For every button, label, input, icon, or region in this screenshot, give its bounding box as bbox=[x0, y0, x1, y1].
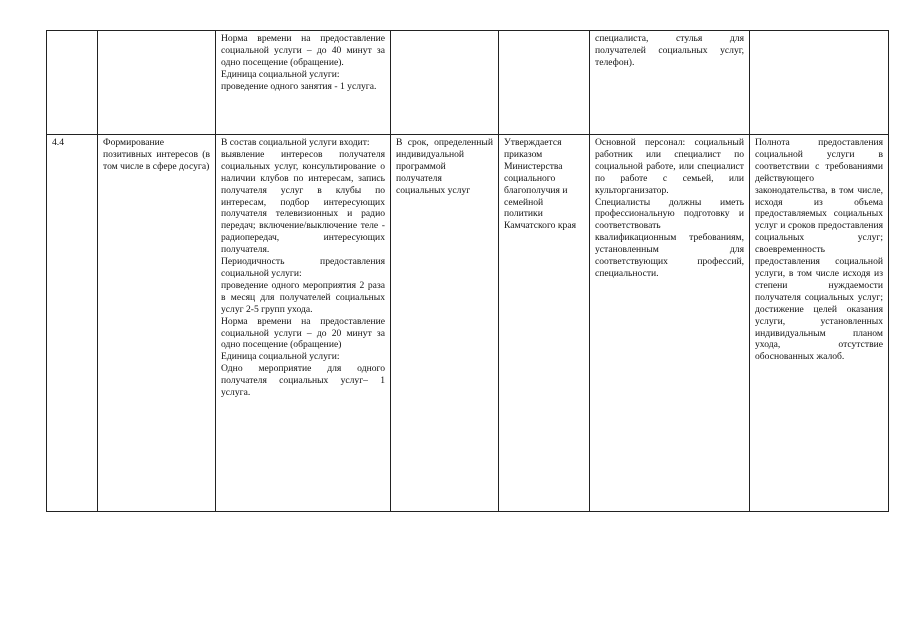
cell-paragraph: Одно мероприятие для одного получателя социальных услуг– 1 услуга. bbox=[221, 363, 385, 399]
cell-standard bbox=[499, 135, 590, 512]
table-row bbox=[47, 31, 889, 135]
cell-paragraph: Норма времени на предоставление социальной услуги – до 20 минут за одно посещение (обращение) bbox=[221, 315, 385, 351]
cell-conditions bbox=[590, 31, 750, 135]
cell-paragraph: проведение одного мероприятия 2 раза в месяц для получателей социальных услуг 2-5 групп ухода. bbox=[221, 279, 385, 315]
cell-paragraph: Полнота предоставления социальной услуги в соответствии с требованиями действующего законодательства, в том числе, исходя из объема предоставляемых социальных услуг и сроков предоставления социальных услуг; своевременность предоставления социальной услуги, в том числе исходя из степени нуждаемости получателя социальных услуг; достижение целей оказания услуги, установленных индивидуальным планом ухода, отсутствие обоснованных жалоб. bbox=[755, 137, 883, 363]
cell-paragraph: Утверждается приказом Министерства социального благополучия и семейной политики Камчатского края bbox=[504, 137, 576, 232]
cell-service-content bbox=[216, 31, 391, 135]
cell-term bbox=[391, 135, 499, 512]
cell-number: 4.4 bbox=[47, 135, 98, 512]
cell-service-name bbox=[98, 31, 216, 135]
cell-service-content bbox=[216, 135, 391, 512]
cell-paragraph: Единица социальной услуги: bbox=[221, 68, 340, 80]
cell-indicators bbox=[750, 31, 889, 135]
cell-paragraph: Основной персонал: социальный работник или специалист по социальной работе, или специалист по работе с семьей, или культорганизатор. bbox=[595, 137, 744, 196]
cell-paragraph: Единица социальной услуги: bbox=[221, 351, 340, 363]
cell-paragraph: Формирование позитивных интересов (в том числе в сфере досуга) bbox=[103, 137, 210, 172]
cell-paragraph: Специалисты должны иметь профессиональную подготовку и соответствовать квалификационным требованиям, установленным для соответствующих профессий, специальности. bbox=[595, 196, 744, 279]
cell-service-name bbox=[98, 135, 216, 512]
cell-indicators bbox=[750, 135, 889, 512]
cell-term bbox=[391, 31, 499, 135]
cell-paragraph: В состав социальной услуги входит: bbox=[221, 137, 370, 148]
cell-paragraph: проведение одного занятия - 1 услуга. bbox=[221, 80, 377, 92]
cell-conditions bbox=[590, 135, 750, 512]
cell-paragraph: выявление интересов получателя социальных услуг, консультирование о наличии клубов по интересам, запись получателя услуг в клубы по интересам, подбор интересующих получателя телевизионных и радио передач; включение/выключение теле - радиопередач, интересующих получателя. bbox=[221, 148, 385, 256]
cell-paragraph: специалиста, стулья для получателей социальных услуг, телефон). bbox=[595, 33, 744, 68]
cell-paragraph: Периодичность предоставления социальной услуги: bbox=[221, 256, 385, 279]
cell-standard bbox=[499, 31, 590, 135]
cell-number bbox=[47, 31, 98, 135]
table-row bbox=[47, 135, 889, 512]
cell-paragraph: В срок, определенный индивидуальной программой получателя социальных услуг bbox=[396, 137, 493, 196]
services-table bbox=[46, 30, 889, 512]
cell-paragraph: Норма времени на предоставление социальной услуги – до 40 минут за одно посещение (обращение). bbox=[221, 33, 385, 68]
